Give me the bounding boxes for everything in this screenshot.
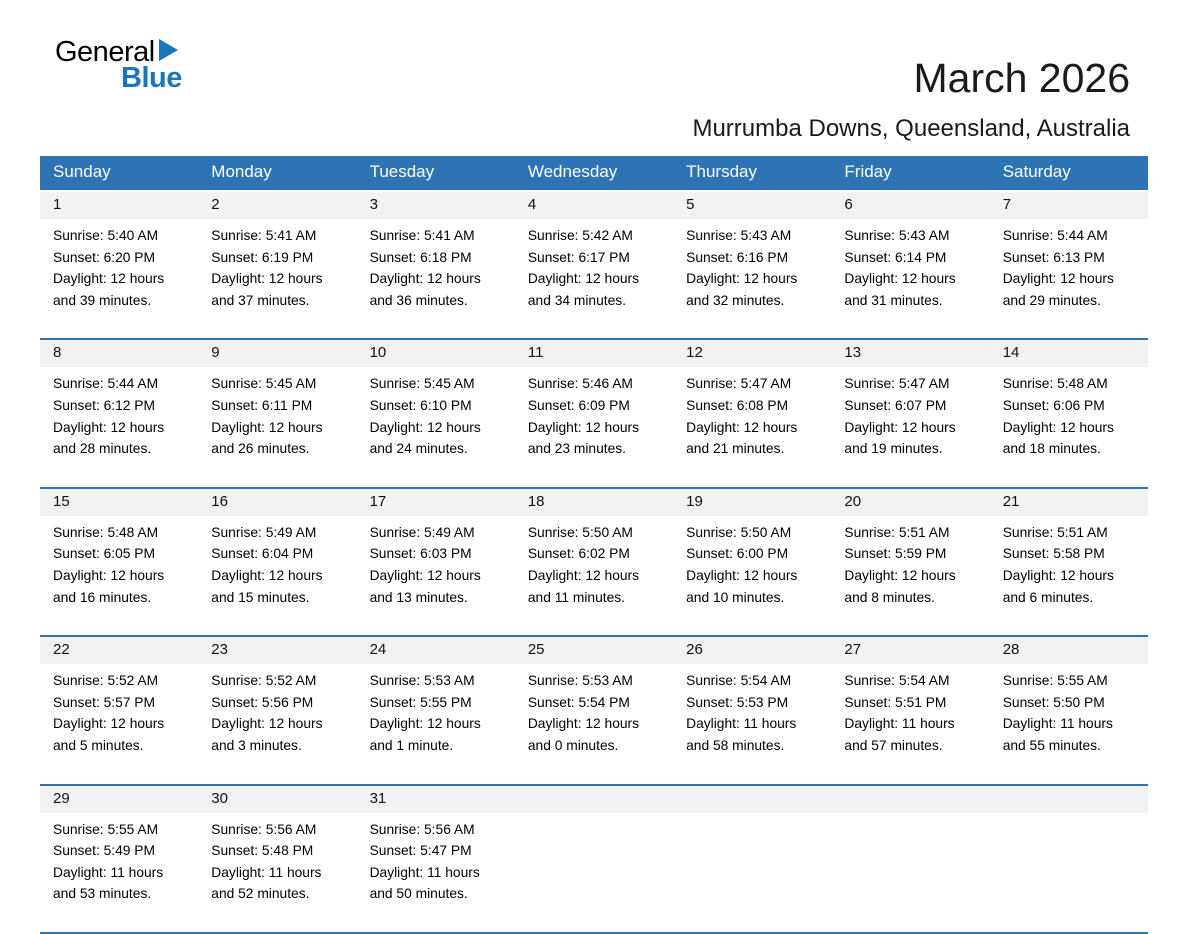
daylight-text-line2: and 23 minutes.: [527, 441, 627, 457]
sunset-text: Sunset: 5:53 PM: [686, 694, 789, 710]
day-number: 29: [40, 786, 198, 813]
sunrise-text: Sunrise: 5:56 AM: [211, 821, 317, 837]
day-number: [990, 786, 1148, 813]
day-cell: [357, 786, 515, 932]
page-header: [0, 0, 1188, 156]
sunset-text: Sunset: 6:16 PM: [686, 249, 789, 265]
daylight-text-line2: and 18 minutes.: [1002, 441, 1101, 457]
daylight-text-line1: Daylight: 12 hours: [369, 419, 481, 435]
day-number: [673, 786, 831, 813]
daylight-text-line1: Daylight: 12 hours: [53, 419, 165, 435]
day-cell: [198, 489, 356, 635]
sunset-text: Sunset: 6:13 PM: [1002, 249, 1105, 265]
day-number: 4: [515, 192, 673, 219]
day-cell: [673, 786, 831, 932]
sunrise-text: Sunrise: 5:51 AM: [844, 524, 950, 540]
day-cell: [990, 786, 1148, 932]
week-row: [40, 487, 1148, 635]
day-number: 23: [198, 637, 356, 664]
day-cell: [40, 340, 198, 486]
daylight-text-line1: Daylight: 12 hours: [53, 271, 165, 287]
daylight-text-line2: and 8 minutes.: [844, 589, 935, 605]
sunset-text: Sunset: 6:20 PM: [53, 249, 156, 265]
day-cell: [990, 192, 1148, 338]
day-details: [990, 367, 1148, 486]
daylight-text-line1: Daylight: 12 hours: [527, 716, 640, 732]
sunset-text: Sunset: 6:18 PM: [369, 249, 472, 265]
sunrise-text: Sunrise: 5:44 AM: [1002, 228, 1108, 243]
day-cell: [673, 489, 831, 635]
day-number: 18: [515, 489, 673, 516]
sunrise-text: Sunrise: 5:41 AM: [369, 228, 475, 243]
week-row: [40, 338, 1148, 486]
day-cell: [515, 340, 673, 486]
daylight-text-line2: and 52 minutes.: [211, 886, 310, 902]
day-number: 17: [357, 489, 515, 516]
weekday-tuesday: Tuesday: [369, 162, 435, 181]
day-number: 24: [357, 637, 515, 664]
day-details: [990, 219, 1148, 338]
daylight-text-line2: and 24 minutes.: [369, 441, 468, 457]
sunrise-text: Sunrise: 5:43 AM: [686, 228, 792, 243]
day-details: [831, 219, 989, 338]
daylight-text-line1: Daylight: 12 hours: [527, 419, 640, 435]
daylight-text-line2: and 21 minutes.: [686, 441, 785, 457]
sunrise-text: Sunrise: 5:46 AM: [527, 376, 633, 392]
daylight-text-line2: and 13 minutes.: [369, 589, 468, 605]
day-cell: [40, 192, 198, 338]
daylight-text-line2: and 50 minutes.: [369, 886, 468, 902]
daylight-text-line2: and 15 minutes.: [211, 589, 310, 605]
daylight-text-line1: Daylight: 12 hours: [844, 271, 956, 287]
page-title: March 2026: [913, 55, 1130, 101]
sunrise-text: Sunrise: 5:49 AM: [211, 524, 317, 540]
daylight-text-line1: Daylight: 12 hours: [369, 567, 481, 583]
sunrise-text: Sunrise: 5:44 AM: [53, 376, 159, 392]
daylight-text-line2: and 58 minutes.: [686, 737, 785, 753]
general-blue-logo: [55, 36, 225, 102]
day-number: [831, 786, 989, 813]
day-cell: [831, 489, 989, 635]
day-number: 28: [990, 637, 1148, 664]
sunset-text: Sunset: 6:02 PM: [527, 546, 630, 562]
sunrise-text: Sunrise: 5:55 AM: [53, 821, 159, 837]
daylight-text-line2: and 10 minutes.: [686, 589, 785, 605]
weekday-thursday: Thursday: [686, 162, 757, 181]
sunrise-text: Sunrise: 5:56 AM: [369, 821, 475, 837]
daylight-text-line2: and 11 minutes.: [527, 589, 625, 605]
weekday-sunday: Sunday: [53, 162, 111, 181]
day-cell: [40, 786, 198, 932]
day-cell: [831, 340, 989, 486]
weekday-saturday: Saturday: [1002, 162, 1071, 181]
sunset-text: Sunset: 6:10 PM: [369, 397, 472, 413]
weekday-friday: Friday: [844, 162, 892, 181]
weekday-header-row: [40, 156, 1148, 190]
weekday-monday: Monday: [211, 162, 272, 181]
day-cell: [515, 192, 673, 338]
sunset-text: Sunset: 5:51 PM: [844, 694, 947, 710]
day-number: 31: [357, 786, 515, 813]
day-cell: [198, 786, 356, 932]
day-cell: [357, 192, 515, 338]
day-details: [990, 516, 1148, 635]
day-number: 12: [673, 340, 831, 367]
day-cell: [515, 489, 673, 635]
day-cell: [357, 340, 515, 486]
sunset-text: Sunset: 6:05 PM: [53, 546, 156, 562]
daylight-text-line2: and 39 minutes.: [53, 292, 152, 308]
daylight-text-line2: and 6 minutes.: [1002, 589, 1094, 605]
sunset-text: Sunset: 6:12 PM: [53, 397, 156, 413]
sunset-text: Sunset: 6:19 PM: [211, 249, 314, 265]
daylight-text-line1: Daylight: 12 hours: [369, 271, 481, 287]
sunset-text: Sunset: 5:57 PM: [53, 694, 156, 710]
day-cell: [831, 786, 989, 932]
day-cell: [831, 192, 989, 338]
day-cell: [831, 637, 989, 783]
sunrise-text: Sunrise: 5:52 AM: [53, 673, 159, 689]
sunset-text: Sunset: 6:07 PM: [844, 397, 947, 413]
week-row: [40, 635, 1148, 783]
sunset-text: Sunset: 5:49 PM: [53, 843, 156, 859]
day-cell: [198, 340, 356, 486]
sunset-text: Sunset: 5:58 PM: [1002, 546, 1105, 562]
daylight-text-line2: and 57 minutes.: [844, 737, 943, 753]
day-number: 22: [40, 637, 198, 664]
day-number: 5: [673, 192, 831, 219]
title-block: [692, 36, 1130, 143]
sunrise-text: Sunrise: 5:48 AM: [53, 524, 159, 540]
daylight-text-line2: and 53 minutes.: [53, 886, 152, 902]
logo-triangle-icon: [159, 39, 178, 61]
day-details: [515, 516, 673, 635]
daylight-text-line1: Daylight: 12 hours: [211, 567, 323, 583]
day-details: [357, 516, 515, 635]
day-number: 16: [198, 489, 356, 516]
sunset-text: Sunset: 6:11 PM: [211, 397, 313, 413]
daylight-text-line2: and 34 minutes.: [527, 292, 627, 308]
day-details: [357, 367, 515, 486]
daylight-text-line1: Daylight: 12 hours: [369, 716, 481, 732]
daylight-text-line1: Daylight: 11 hours: [211, 864, 322, 880]
day-details: [357, 664, 515, 783]
daylight-text-line1: Daylight: 12 hours: [686, 271, 798, 287]
sunset-text: Sunset: 5:47 PM: [369, 843, 472, 859]
daylight-text-line2: and 3 minutes.: [211, 737, 302, 753]
daylight-text-line1: Daylight: 12 hours: [527, 567, 640, 583]
logo-text-general: General: [55, 36, 155, 68]
daylight-text-line2: and 37 minutes.: [211, 292, 310, 308]
day-cell: [357, 489, 515, 635]
day-number: 11: [515, 340, 673, 367]
daylight-text-line1: Daylight: 12 hours: [1002, 567, 1114, 583]
day-details: [40, 516, 198, 635]
day-number: 1: [40, 192, 198, 219]
day-details: [673, 813, 831, 920]
day-details: [198, 219, 356, 338]
day-cell: [198, 637, 356, 783]
sunset-text: Sunset: 6:14 PM: [844, 249, 947, 265]
daylight-text-line1: Daylight: 12 hours: [1002, 419, 1114, 435]
daylight-text-line2: and 19 minutes.: [844, 441, 943, 457]
day-details: [198, 516, 356, 635]
page-subtitle: Murrumba Downs, Queensland, Australia: [692, 115, 1130, 143]
daylight-text-line1: Daylight: 12 hours: [686, 567, 798, 583]
weekday-wednesday: Wednesday: [527, 162, 618, 181]
sunrise-text: Sunrise: 5:42 AM: [527, 228, 633, 243]
day-number: 27: [831, 637, 989, 664]
day-cell: [40, 637, 198, 783]
sunrise-text: Sunrise: 5:41 AM: [211, 228, 317, 243]
sunset-text: Sunset: 5:59 PM: [844, 546, 947, 562]
day-cell: [990, 637, 1148, 783]
daylight-text-line1: Daylight: 11 hours: [53, 864, 164, 880]
day-cell: [357, 637, 515, 783]
day-number: 14: [990, 340, 1148, 367]
sunset-text: Sunset: 5:55 PM: [369, 694, 472, 710]
sunset-text: Sunset: 6:08 PM: [686, 397, 789, 413]
day-details: [515, 664, 673, 783]
daylight-text-line1: Daylight: 12 hours: [844, 419, 956, 435]
sunset-text: Sunset: 5:48 PM: [211, 843, 314, 859]
daylight-text-line2: and 0 minutes.: [527, 737, 619, 753]
day-details: [515, 367, 673, 486]
day-details: [40, 219, 198, 338]
day-details: [673, 516, 831, 635]
day-cell: [673, 637, 831, 783]
week-row: [40, 192, 1148, 338]
day-number: 21: [990, 489, 1148, 516]
day-details: [515, 813, 673, 920]
daylight-text-line2: and 32 minutes.: [686, 292, 785, 308]
sunrise-text: Sunrise: 5:50 AM: [686, 524, 792, 540]
daylight-text-line1: Daylight: 11 hours: [1002, 716, 1113, 732]
sunrise-text: Sunrise: 5:48 AM: [1002, 376, 1108, 392]
day-number: 10: [357, 340, 515, 367]
daylight-text-line1: Daylight: 12 hours: [211, 271, 323, 287]
day-details: [198, 813, 356, 932]
sunset-text: Sunset: 6:03 PM: [369, 546, 472, 562]
day-cell: [515, 637, 673, 783]
daylight-text-line1: Daylight: 12 hours: [527, 271, 640, 287]
daylight-text-line2: and 1 minute.: [369, 737, 454, 753]
daylight-text-line2: and 29 minutes.: [1002, 292, 1101, 308]
day-details: [831, 367, 989, 486]
day-details: [990, 664, 1148, 783]
sunset-text: Sunset: 6:04 PM: [211, 546, 314, 562]
day-details: [357, 219, 515, 338]
day-details: [831, 516, 989, 635]
logo-text-blue: Blue: [121, 62, 182, 94]
day-number: 25: [515, 637, 673, 664]
calendar-table: [40, 156, 1148, 934]
day-details: [40, 664, 198, 783]
daylight-text-line1: Daylight: 12 hours: [53, 716, 165, 732]
sunrise-text: Sunrise: 5:45 AM: [369, 376, 475, 392]
day-cell: [40, 489, 198, 635]
day-number: 7: [990, 192, 1148, 219]
day-number: 3: [357, 192, 515, 219]
daylight-text-line1: Daylight: 11 hours: [844, 716, 955, 732]
calendar-body: [40, 192, 1148, 932]
day-number: 13: [831, 340, 989, 367]
day-details: [357, 813, 515, 932]
day-number: 8: [40, 340, 198, 367]
day-number: 19: [673, 489, 831, 516]
daylight-text-line1: Daylight: 12 hours: [844, 567, 956, 583]
sunset-text: Sunset: 6:00 PM: [686, 546, 789, 562]
sunrise-text: Sunrise: 5:53 AM: [369, 673, 475, 689]
day-details: [831, 664, 989, 783]
day-cell: [673, 192, 831, 338]
sunrise-text: Sunrise: 5:47 AM: [686, 376, 792, 392]
sunrise-text: Sunrise: 5:51 AM: [1002, 524, 1108, 540]
day-number: 2: [198, 192, 356, 219]
daylight-text-line1: Daylight: 11 hours: [686, 716, 797, 732]
sunset-text: Sunset: 5:50 PM: [1002, 694, 1105, 710]
sunset-text: Sunset: 6:06 PM: [1002, 397, 1105, 413]
sunrise-text: Sunrise: 5:47 AM: [844, 376, 950, 392]
sunrise-text: Sunrise: 5:40 AM: [53, 228, 159, 243]
day-details: [673, 219, 831, 338]
day-number: [515, 786, 673, 813]
daylight-text-line2: and 36 minutes.: [369, 292, 468, 308]
daylight-text-line1: Daylight: 11 hours: [369, 864, 480, 880]
sunset-text: Sunset: 5:56 PM: [211, 694, 314, 710]
sunrise-text: Sunrise: 5:53 AM: [527, 673, 633, 689]
day-number: 15: [40, 489, 198, 516]
daylight-text-line1: Daylight: 12 hours: [211, 716, 323, 732]
daylight-text-line2: and 28 minutes.: [53, 441, 152, 457]
sunrise-text: Sunrise: 5:50 AM: [527, 524, 633, 540]
daylight-text-line2: and 55 minutes.: [1002, 737, 1101, 753]
sunrise-text: Sunrise: 5:45 AM: [211, 376, 317, 392]
daylight-text-line2: and 26 minutes.: [211, 441, 310, 457]
day-number: 20: [831, 489, 989, 516]
daylight-text-line2: and 31 minutes.: [844, 292, 943, 308]
day-cell: [515, 786, 673, 932]
sunrise-text: Sunrise: 5:43 AM: [844, 228, 950, 243]
day-cell: [198, 192, 356, 338]
day-details: [673, 664, 831, 783]
day-details: [40, 813, 198, 932]
day-details: [990, 813, 1148, 920]
day-details: [673, 367, 831, 486]
sunset-text: Sunset: 6:09 PM: [527, 397, 630, 413]
day-cell: [673, 340, 831, 486]
sunset-text: Sunset: 6:17 PM: [527, 249, 630, 265]
daylight-text-line1: Daylight: 12 hours: [211, 419, 323, 435]
day-number: 26: [673, 637, 831, 664]
sunrise-text: Sunrise: 5:49 AM: [369, 524, 475, 540]
daylight-text-line2: and 5 minutes.: [53, 737, 144, 753]
sunrise-text: Sunrise: 5:55 AM: [1002, 673, 1108, 689]
sunset-text: Sunset: 5:54 PM: [527, 694, 630, 710]
day-details: [198, 367, 356, 486]
day-details: [198, 664, 356, 783]
day-number: 6: [831, 192, 989, 219]
sunrise-text: Sunrise: 5:54 AM: [686, 673, 792, 689]
day-details: [515, 219, 673, 338]
day-details: [831, 813, 989, 920]
daylight-text-line1: Daylight: 12 hours: [686, 419, 798, 435]
day-number: 30: [198, 786, 356, 813]
sunrise-text: Sunrise: 5:54 AM: [844, 673, 950, 689]
daylight-text-line1: Daylight: 12 hours: [53, 567, 165, 583]
daylight-text-line1: Daylight: 12 hours: [1002, 271, 1114, 287]
week-row: [40, 784, 1148, 932]
day-cell: [990, 489, 1148, 635]
daylight-text-line2: and 16 minutes.: [53, 589, 152, 605]
day-details: [40, 367, 198, 486]
day-cell: [990, 340, 1148, 486]
sunrise-text: Sunrise: 5:52 AM: [211, 673, 317, 689]
day-number: 9: [198, 340, 356, 367]
